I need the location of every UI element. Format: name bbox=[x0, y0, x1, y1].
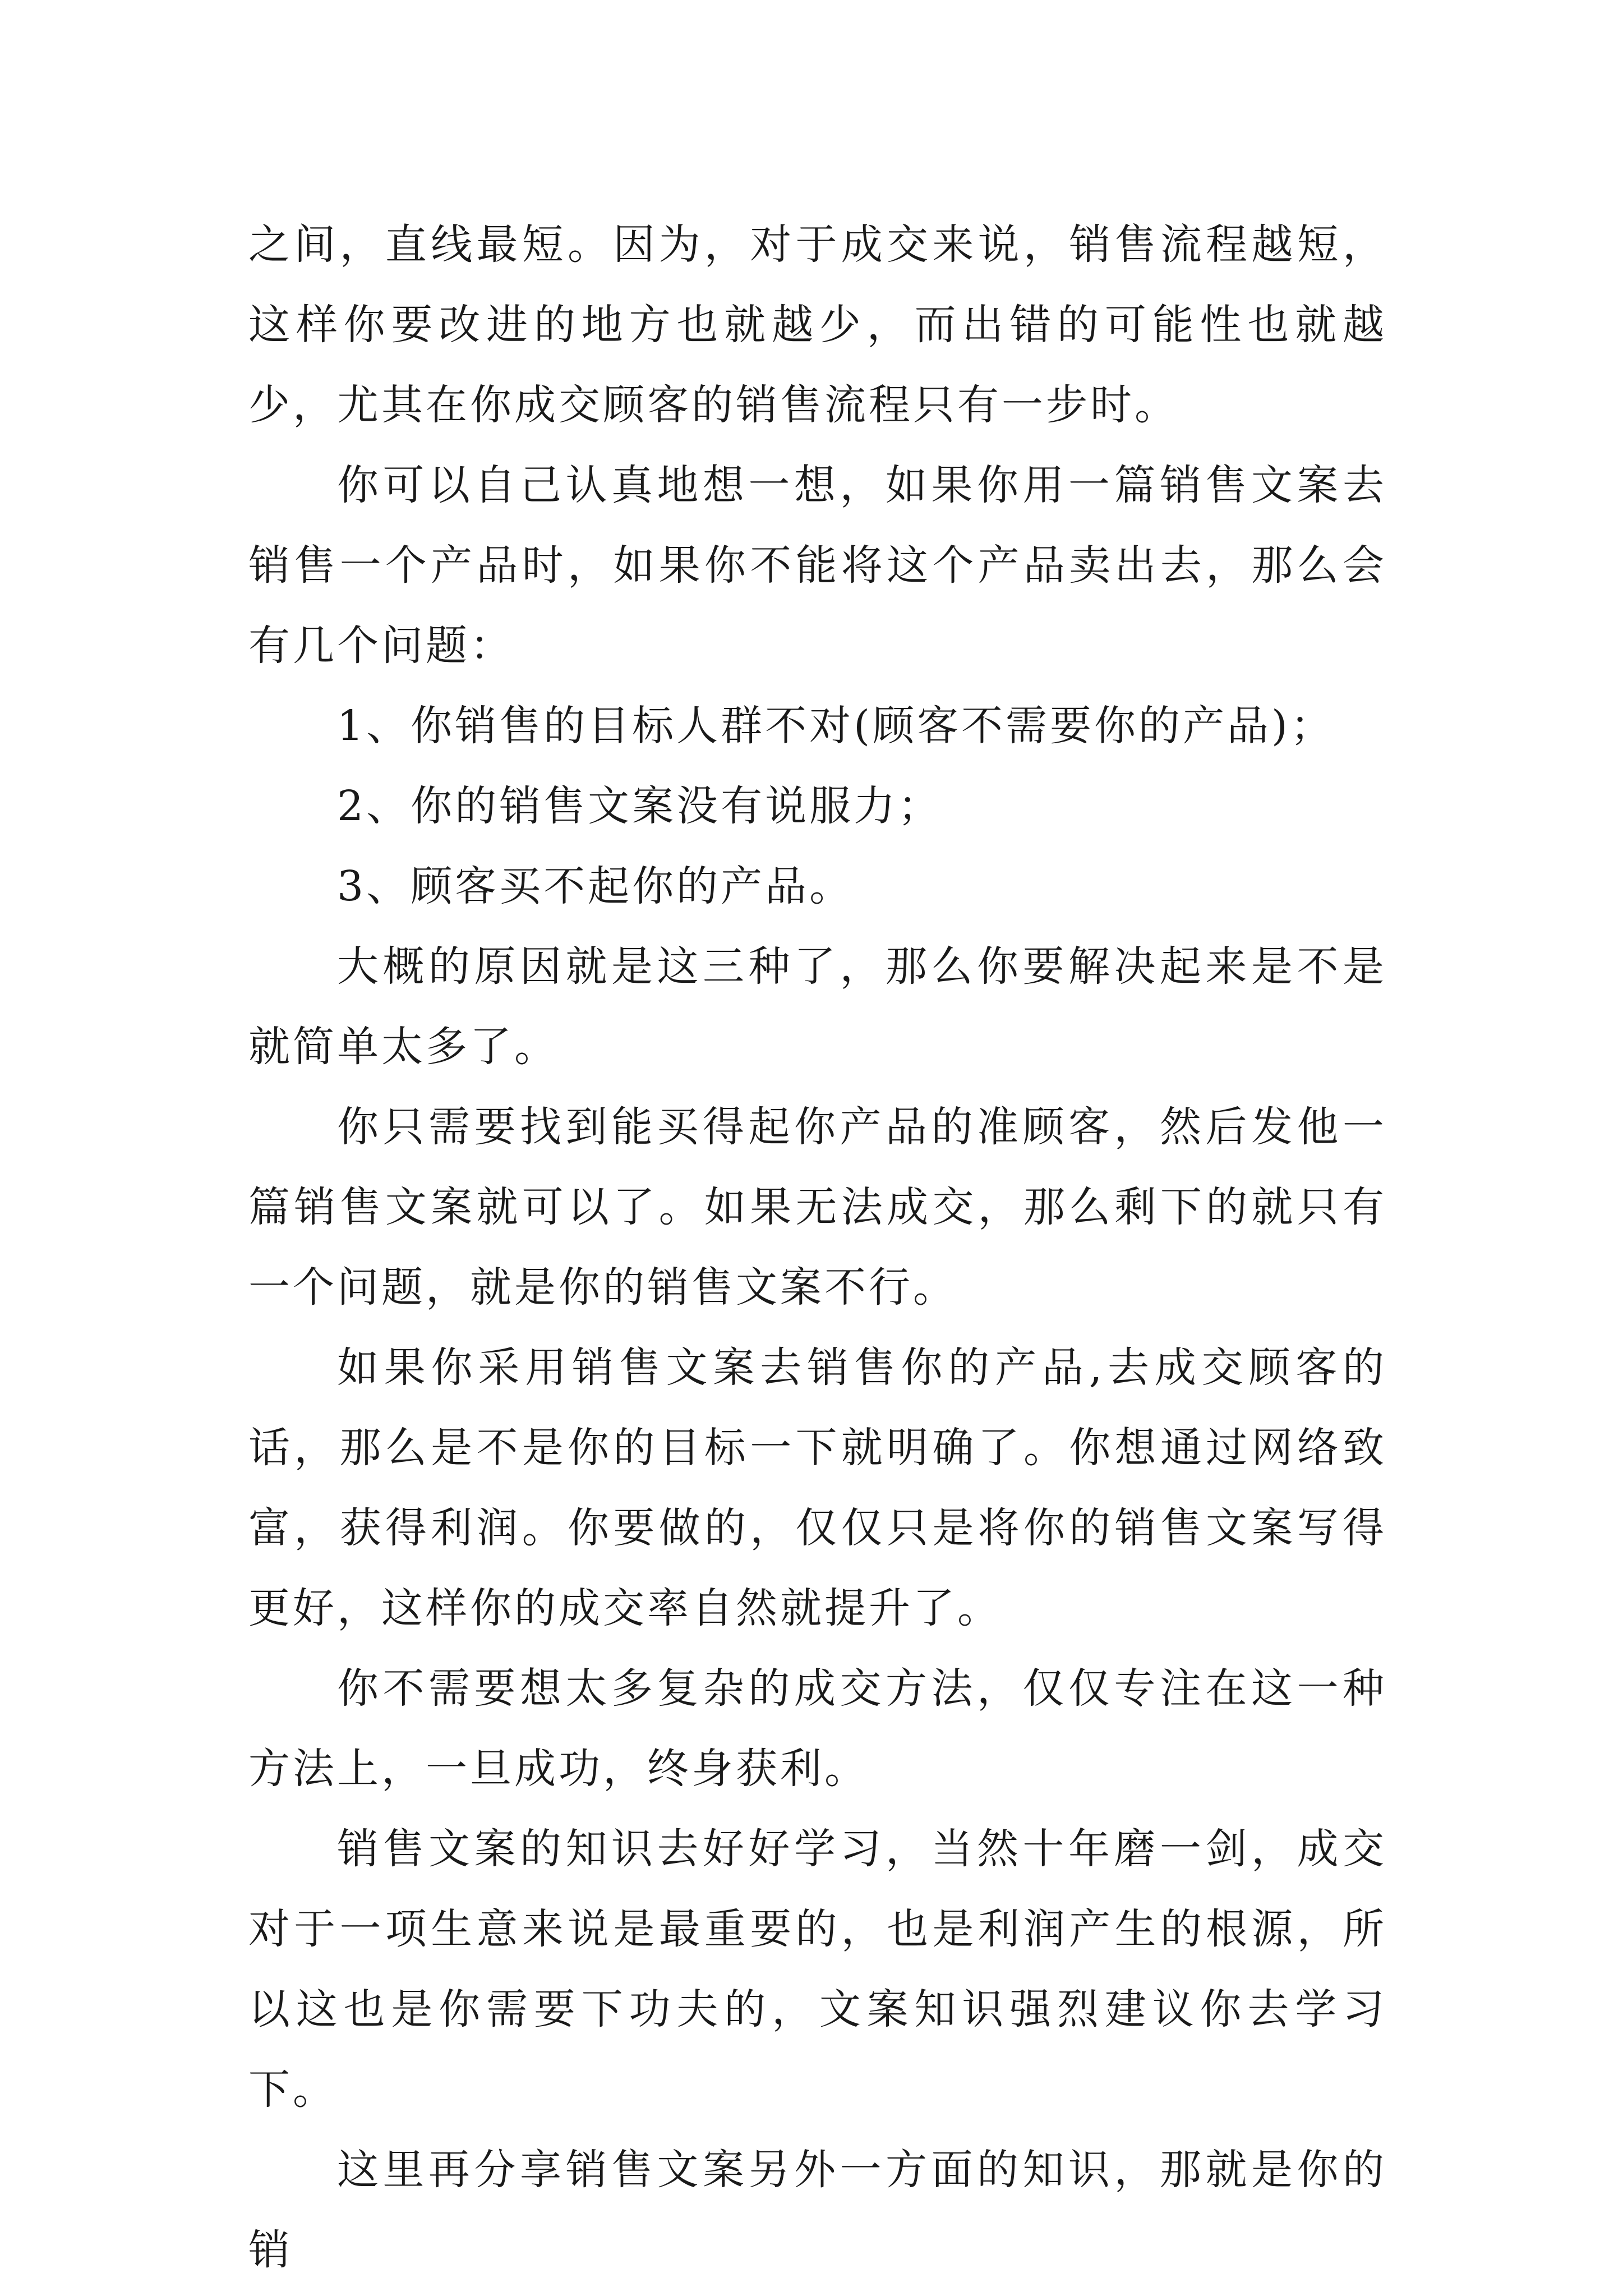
paragraph-1: 之间，直线最短。因为，对于成交来说，销售流程越短，这样你要改进的地方也就越少，而出错的可能性也就越少，尤其在你成交顾客的销售流程只有一步时。 bbox=[248, 220, 1387, 429]
list-item-3: 3、顾客买不起你的产品。 bbox=[337, 862, 854, 910]
paragraph-4: 你只需要找到能买得起你产品的准顾客，然后发他一篇销售文案就可以了。如果无法成交，那么剩下的就只有一个问题，就是你的销售文案不行。 bbox=[248, 1103, 1387, 1312]
paragraph-8: 这里再分享销售文案另外一方面的知识，那就是你的销 bbox=[248, 2146, 1387, 2274]
paragraph-2: 你可以自己认真地想一想，如果你用一篇销售文案去销售一个产品时，如果你不能将这个产品卖出去，那么会有几个问题： bbox=[248, 461, 1387, 670]
list-item-1: 1、你销售的目标人群不对(顾客不需要你的产品)； bbox=[337, 702, 1335, 750]
document-body bbox=[248, 205, 1387, 2290]
list-item-2: 2、你的销售文案没有说服力； bbox=[337, 782, 943, 830]
paragraph-3: 大概的原因就是这三种了，那么你要解决起来是不是就简单太多了。 bbox=[248, 942, 1387, 1071]
paragraph-7: 销售文案的知识去好好学习，当然十年磨一剑，成交对于一项生意来说是最重要的，也是利润产生的根源，所以这也是你需要下功夫的，文案知识强烈建议你去学习下。 bbox=[248, 1825, 1387, 2114]
paragraph-5: 如果你采用销售文案去销售你的产品,去成交顾客的话，那么是不是你的目标一下就明确了。你想通过网络致富，获得利润。你要做的，仅仅只是将你的销售文案写得更好，这样你的成交率自然就提升了。 bbox=[248, 1343, 1387, 1632]
paragraph-6: 你不需要想太多复杂的成交方法，仅仅专注在这一种方法上，一旦成功，终身获利。 bbox=[248, 1664, 1387, 1793]
